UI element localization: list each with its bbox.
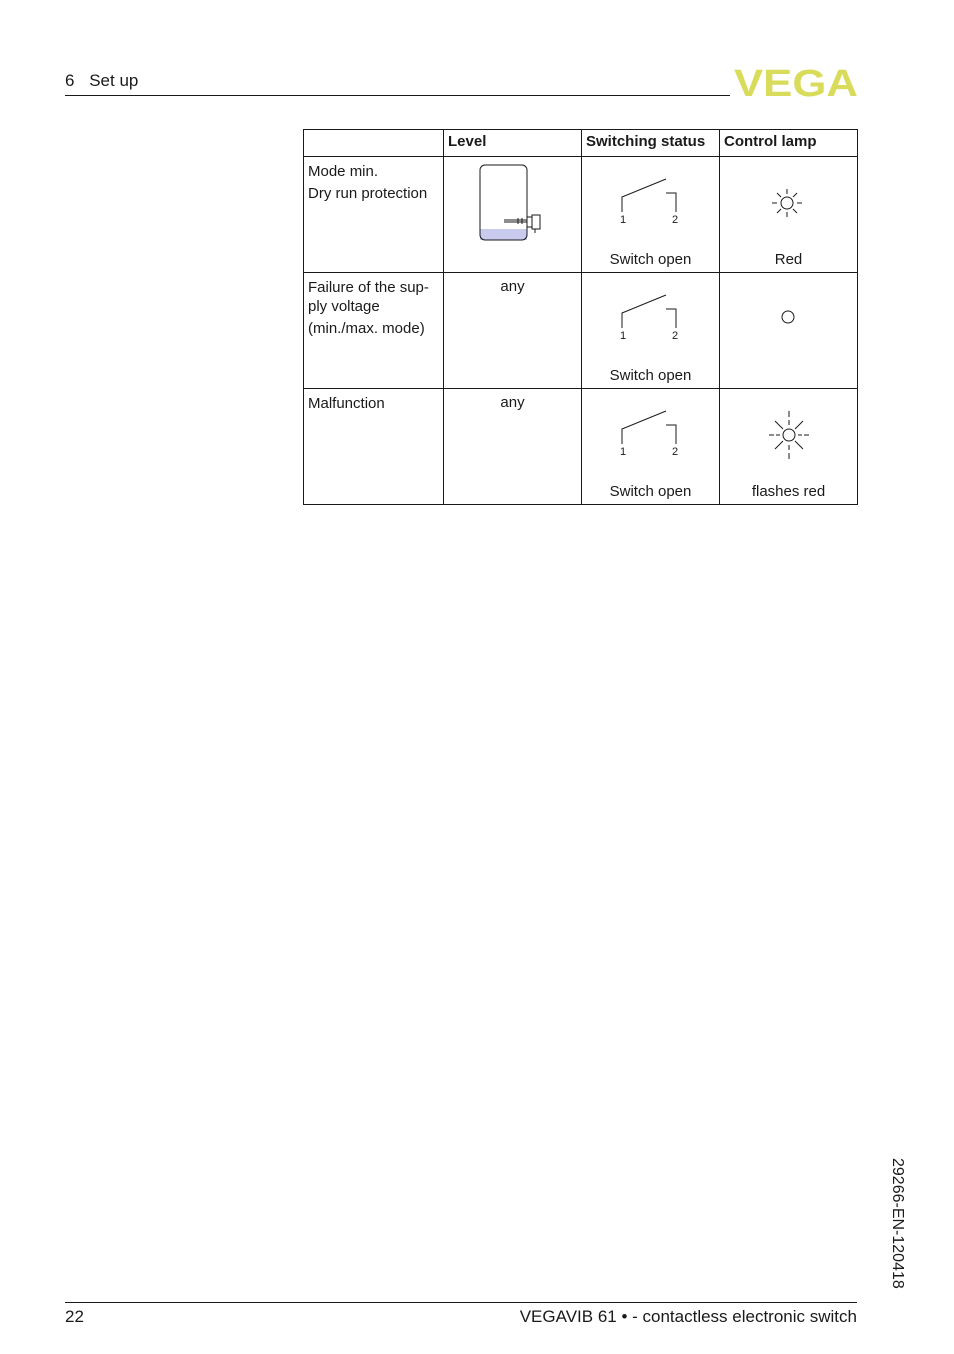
- product-title: VEGAVIB 61 • - contactless electronic switch: [519, 1307, 857, 1326]
- section-number: 6: [65, 71, 75, 90]
- switch-status-text: Switch open: [609, 483, 692, 500]
- lamp-off-icon: [780, 309, 796, 325]
- switch-status-text: Switch open: [609, 251, 692, 268]
- control-lamp-cell: [720, 273, 858, 389]
- switching-status-cell: [582, 389, 720, 505]
- condition-cell: [304, 157, 444, 273]
- table-row: [304, 273, 858, 389]
- condition-text: Malfunction: [308, 395, 385, 412]
- logo-text: VEGA: [734, 66, 858, 98]
- table-row: [304, 157, 858, 273]
- terminal-1-label: 1: [620, 214, 627, 226]
- column-header-condition: [304, 130, 444, 157]
- control-lamp-cell: [720, 157, 858, 273]
- level-cell: [444, 273, 582, 389]
- condition-text: Dry run protection: [308, 185, 428, 202]
- terminal-1-label: 1: [620, 446, 627, 458]
- lamp-on-icon: [767, 187, 807, 223]
- level-cell: [444, 389, 582, 505]
- switch-open-icon: [620, 293, 682, 343]
- terminal-2-label: 2: [672, 214, 679, 226]
- condition-text: Mode min.: [308, 163, 379, 180]
- vega-logo: [734, 66, 858, 98]
- control-lamp-cell: [720, 389, 858, 505]
- level-cell: [444, 157, 582, 273]
- column-header-control-lamp: Control lamp: [720, 130, 858, 157]
- footer-rule: [65, 1302, 857, 1303]
- condition-cell: [304, 389, 444, 505]
- terminal-1-label: 1: [620, 330, 627, 342]
- switch-open-icon: [620, 409, 682, 459]
- switch-status-text: Switch open: [609, 367, 692, 384]
- terminal-2-label: 2: [672, 330, 679, 342]
- switch-open-icon: [620, 177, 682, 227]
- switching-status-cell: [582, 273, 720, 389]
- terminal-2-label: 2: [672, 446, 679, 458]
- header-rule: [65, 95, 730, 96]
- page-number: 22: [65, 1307, 84, 1326]
- table-row: [304, 389, 858, 505]
- switching-table: [303, 129, 858, 505]
- section-heading: [65, 71, 138, 91]
- table-header-row: [304, 130, 858, 157]
- condition-cell: [304, 273, 444, 389]
- level-text: any: [500, 394, 525, 411]
- vessel-empty-icon: [478, 163, 550, 247]
- section-title: Set up: [89, 71, 139, 90]
- column-header-level: Level: [444, 130, 582, 157]
- lamp-flashing-icon: [767, 409, 811, 461]
- condition-text: Failure of the sup-ply voltage: [308, 279, 429, 315]
- level-text: any: [500, 278, 525, 295]
- lamp-status-text: flashes red: [751, 483, 826, 500]
- column-header-switching-status: Switching status: [582, 130, 720, 157]
- lamp-status-text: Red: [774, 251, 803, 268]
- document-id: 29266-EN-120418: [889, 1158, 906, 1289]
- condition-text: (min./max. mode): [308, 320, 425, 337]
- switching-status-cell: [582, 157, 720, 273]
